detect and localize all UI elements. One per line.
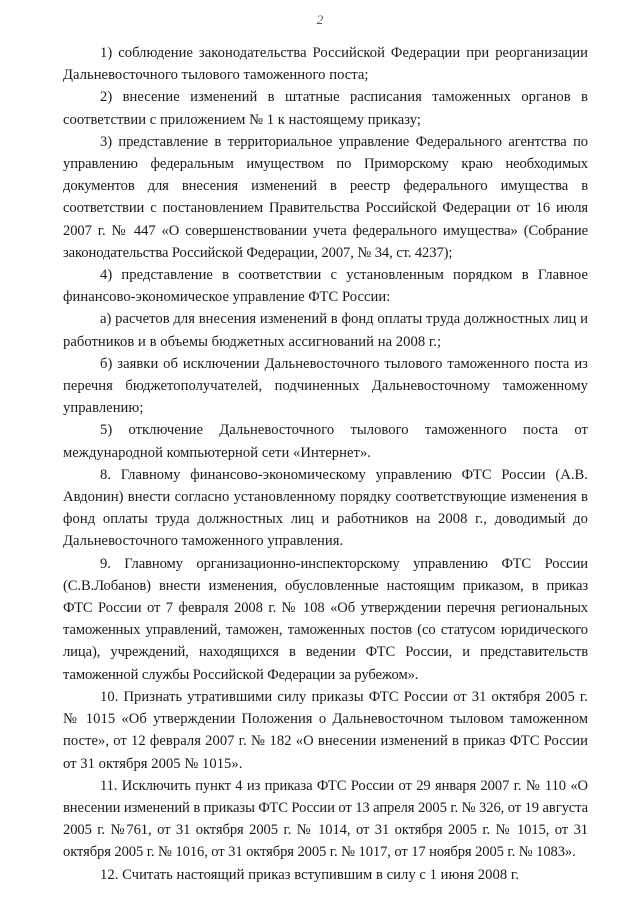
paragraph-item-2: 2) внесение изменений в штатные расписания таможенных органов в соответствии с приложением № 1 к настоящему приказу; bbox=[63, 89, 588, 128]
paragraph-clause-8: 8. Главному финансово-экономическому управлению ФТС России (А.В. Авдонин) внести согласно установленному порядку соответствующие изменения в фонд оплаты труда должностных лиц и работников на 2008 г., доводимый до Дальневосточного таможенного управления. bbox=[63, 466, 588, 550]
paragraph-clause-11: 11. Исключить пункт 4 из приказа ФТС России от 29 января 2007 г. № 110 «О внесении изменений в приказы ФТС России от 13 апреля 2005 г. № 326, от 19 августа 2005 г. №761, от 31 октября 2005 г. № 1014, от 31 октября 2005 г. № 1015, от 31 октября 2005 г. № 1016, от 31 октября 2005 г. № 1017, от 17 ноября 2005 г. № 1083». bbox=[63, 777, 588, 861]
paragraph-clause-10: 10. Признать утратившими силу приказы ФТС России от 31 октября 2005 г. № 1015 «Об утверждении Положения о Дальневосточном тыловом таможенном посте», от 12 февраля 2007 г. № 182 «О внесении изменений в приказ ФТС России от 31 октября 2005 № 1015». bbox=[63, 688, 588, 772]
document-body bbox=[63, 42, 588, 886]
page-number: 2 bbox=[316, 12, 324, 27]
paragraph-clause-9: 9. Главному организационно-инспекторскому управлению ФТС России (С.В.Лобанов) внести изменения, обусловленные настоящим приказом, в приказ ФТС России от 7 февраля 2008 г. № 108 «Об утверждении перечня региональных таможенных управлений, таможен, таможенных постов (со статусом юридического лица), учреждений, находящихся в ведении ФТС России, и представительств таможенной службы Российской Федерации за рубежом». bbox=[63, 555, 588, 683]
paragraph-item-4a: а) расчетов для внесения изменений в фонд оплаты труда должностных лиц и работников и в объемы бюджетных ассигнований на 2008 г.; bbox=[63, 311, 588, 350]
paragraph-item-1: 1) соблюдение законодательства Российской Федерации при реорганизации Дальневосточного тылового таможенного поста; bbox=[63, 45, 588, 84]
paragraph-item-5: 5) отключение Дальневосточного тылового таможенного поста от международной компьютерной сети «Интернет». bbox=[63, 422, 588, 461]
paragraph-clause-12: 12. Считать настоящий приказ вступившим в силу с 1 июня 2008 г. bbox=[100, 866, 519, 883]
paragraph-item-4b: б) заявки об исключении Дальневосточного тылового таможенного поста из перечня бюджетополучателей, подчиненных Дальневосточному таможенному управлению; bbox=[63, 355, 588, 417]
paragraph-item-3: 3) представление в территориальное управление Федерального агентства по управлению федеральным имуществом по Приморскому краю необходимых документов для внесения изменений в реестр федерального имущества в соответствии с постановлением Правительства Российской Федерации от 16 июля 2007 г. № 447 «О совершенствовании учета федерального имущества» (Собрание законодательства Российской Федерации, 2007, № 34, ст. 4237); bbox=[63, 133, 588, 261]
paragraph-item-4: 4) представление в соответствии с установленным порядком в Главное финансово-экономическое управление ФТС России: bbox=[63, 267, 588, 306]
